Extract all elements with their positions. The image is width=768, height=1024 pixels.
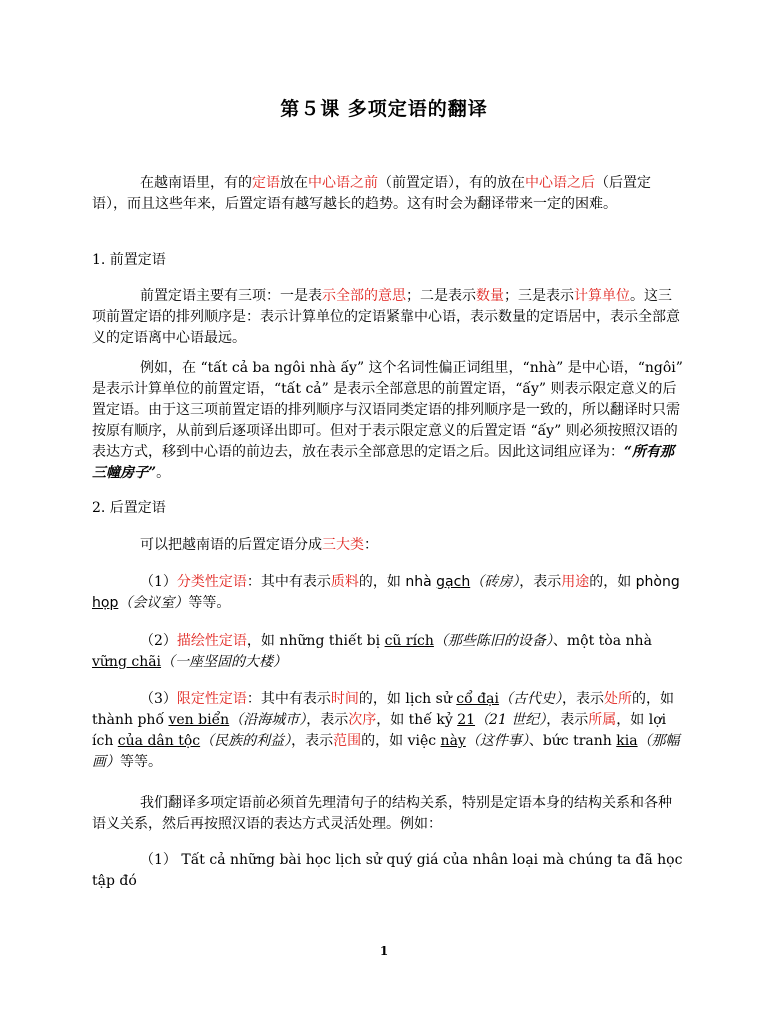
item-descriptive xyxy=(92,631,684,673)
intro-text: 放在 xyxy=(280,175,308,191)
paragraph-text: 例如，在 “tất cả ba ngôi nhà ấy” 这个名词性偏正词组里，“nhà” 是中心语，“ngôi” 是表示计算单位的前置定语，“tất cả” 是表示全部意思的前置定语，“ấy” 则表示限定意义的后置定语。由于这三项前置定语的排列顺序与汉语同类定语的排列顺序是一致的，所以翻译时只需按原有顺序，从前到后逐项译出即可。但对于表示限定意义的后置定语 “ấy” 则必须按照汉语的表达方式，移到中心语的前边去，放在表示全部意思的定语之后。因此这词组应译为： xyxy=(92,360,683,460)
paragraph-text: ；二是表示 xyxy=(406,288,476,304)
translation-example: “所有那三幢房子” xyxy=(92,444,675,481)
vn-example: 、bức tranh xyxy=(528,733,617,749)
cn-translation: （砖房） xyxy=(470,574,520,590)
vn-underlined: gạch xyxy=(436,574,471,590)
vn-example: 、một tòa nhà xyxy=(552,633,652,649)
paragraph-text: 我们翻译多项定语前必须首先理清句子的结构关系，特别是定语本身的结构关系和各种语义关系，然后再按照汉语的表达方式灵活处理。例如： xyxy=(92,795,672,832)
term-before-head: 中心语之前 xyxy=(308,175,378,191)
vn-example: 的，如 lịch sử xyxy=(358,691,457,707)
cn-translation: （会议室） xyxy=(118,595,189,611)
item-text: ，表示 xyxy=(291,733,334,749)
example-text: （1） Tất cả những bài học lịch sử quý giá của nhân loại mà chúng ta đã học tập đó xyxy=(92,852,683,889)
term-place: 处所 xyxy=(603,691,632,707)
item-number: （3） xyxy=(140,691,177,707)
vn-underlined: 21 xyxy=(457,712,476,728)
item-number: （2） xyxy=(140,633,177,649)
paragraph-text: 。 xyxy=(156,465,171,481)
term-quantity: 数量 xyxy=(476,288,504,304)
term-descriptive: 描绘性定语 xyxy=(176,633,247,649)
term-belonging: 所属 xyxy=(588,712,617,728)
vn-underlined: cũ rích xyxy=(384,633,434,649)
example-sentence-1 xyxy=(92,850,684,892)
item-text: ，表示 xyxy=(519,574,562,590)
vn-example: ，如 thế kỷ xyxy=(376,712,458,728)
page-number: 1 xyxy=(379,944,389,958)
section-2-intro xyxy=(92,535,684,556)
term-unit: 计算单位 xyxy=(574,288,630,304)
vn-underlined: của dân tộc xyxy=(117,733,201,749)
term-material: 质料 xyxy=(330,574,359,590)
vn-underlined: ven biển xyxy=(168,712,230,728)
section-1-paragraph-1 xyxy=(92,286,684,349)
item-text: ，表示 xyxy=(546,712,589,728)
item-classifying xyxy=(92,572,684,614)
term-order: 次序 xyxy=(348,712,377,728)
cn-translation: （沿海城市） xyxy=(229,712,307,728)
paragraph-text: 可以把越南语的后置定语分成 xyxy=(140,537,322,553)
intro-paragraph xyxy=(92,173,684,215)
term-attributive: 定语 xyxy=(252,175,280,191)
intro-text: （前置定语），有的放在 xyxy=(378,175,525,191)
cn-translation: （那些陈旧的设备） xyxy=(433,633,553,649)
vn-underlined: kia xyxy=(616,733,638,749)
section-2-paragraph-after xyxy=(92,793,684,835)
section-2-heading: 2. 后置定语 xyxy=(92,500,166,516)
intro-text: （后置定语），而且这些年来，后置定语有越写越长的趋势。这有时会为翻译带来一定的困难。 xyxy=(92,175,651,212)
vn-example: ，如 những thiết bị xyxy=(246,633,385,649)
term-scope: 范围 xyxy=(333,733,362,749)
vn-underlined: này xyxy=(440,733,466,749)
vn-example: 的，如 thành phố xyxy=(92,691,674,728)
cn-translation: （21 世纪） xyxy=(475,712,547,728)
section-1-paragraph-2 xyxy=(92,358,684,484)
paragraph-text: ： xyxy=(364,537,378,553)
item-text: ，表示 xyxy=(561,691,604,707)
term-restrictive: 限定性定语 xyxy=(176,691,247,707)
vn-underlined: vững chãi xyxy=(92,654,162,670)
term-whole: 示全部的意思 xyxy=(322,288,406,304)
vn-underlined: cổ đại xyxy=(456,691,499,707)
vn-underlined: họp xyxy=(92,595,119,611)
intro-text: 在越南语里，有的 xyxy=(140,175,252,191)
item-text: 等等。 xyxy=(120,754,162,770)
term-classifying: 分类性定语 xyxy=(176,574,247,590)
paragraph-text: 前置定语主要有三项：一是表 xyxy=(140,288,322,304)
cn-translation: （古代史） xyxy=(498,691,562,707)
section-1-heading: 1. 前置定语 xyxy=(92,252,166,268)
cn-translation: （民族的利益） xyxy=(200,733,292,749)
paragraph-text: ；三是表示 xyxy=(504,288,574,304)
item-number: （1） xyxy=(140,574,177,590)
cn-translation: （那幅画） xyxy=(92,733,680,770)
term-purpose: 用途 xyxy=(561,574,590,590)
term-time: 时间 xyxy=(330,691,359,707)
item-restrictive xyxy=(92,689,684,773)
vn-example: ，如 lợi ích xyxy=(92,712,667,749)
cn-translation: （这件事） xyxy=(465,733,529,749)
item-text: ，表示 xyxy=(306,712,349,728)
vn-example: 的，如 nhà xyxy=(358,574,437,590)
vn-example: 的，如 phòng xyxy=(589,574,680,590)
lesson-title: 第５课 多项定语的翻译 xyxy=(280,98,488,120)
paragraph-text: 。这三项前置定语的排列顺序是：表示计算单位的定语紧靠中心语，表示数量的定语居中，表示全部意义的定语离中心语最远。 xyxy=(92,288,680,346)
cn-translation: （一座坚固的大楼） xyxy=(161,654,288,670)
item-text: ：其中有表示 xyxy=(246,574,331,590)
vn-example: 的，如 việc xyxy=(361,733,441,749)
item-text: 等等。 xyxy=(188,595,231,611)
item-text: ：其中有表示 xyxy=(246,691,331,707)
term-after-head: 中心语之后 xyxy=(525,175,595,191)
term-three-types: 三大类 xyxy=(322,537,364,553)
